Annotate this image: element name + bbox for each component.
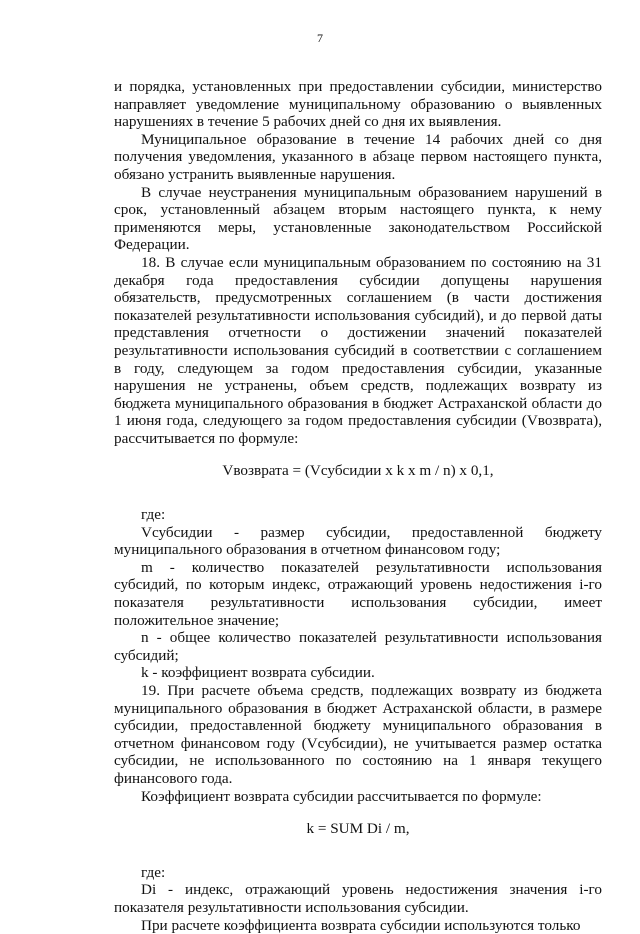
formula-refund-volume: Vвозврата = (Vсубсидии x k x m / n) x 0,1,	[222, 462, 494, 480]
definition-v-subsidy: Vсубсидии - размер субсидии, предоставленной бюджету муниципального образования в отчетном финансовом году;	[114, 523, 602, 559]
paragraph-last: При расчете коэффициента возврата субсидии используются только	[141, 916, 581, 934]
where-label-1: где:	[141, 506, 166, 524]
paragraph-measures: В случае неустранения муниципальным образованием нарушений в срок, установленный абзацем вторым настоящего пункта, к нему применяются меры, установленные законодательством Российской Федерации.	[114, 183, 602, 254]
document-body	[114, 78, 602, 934]
paragraph-18: 18. В случае если муниципальным образованием по состоянию на 31 декабря года предоставления субсидии допущены нарушения обязательств, предусмотренных соглашением (в части достижения показателей результативности использования субсидий), и до первой даты представления отчетности о достижении значений показателей результативности использования субсидий в соответствии с соглашением в году, следующем за годом предоставления субсидии, указанные нарушения не устранены, объем средств, подлежащих возврату из бюджета муниципального образования в бюджет Астраханской области до 1 июня года, следующего за годом предоставления субсидии (Vвозврата), рассчитывается по формуле:	[114, 253, 602, 447]
paragraph-notification: и порядка, установленных при предоставлении субсидии, министерство направляет уведомление муниципальному образованию о выявленных нарушениях в течение 5 рабочих дней со дня их выявления.	[114, 78, 602, 131]
definition-k: k - коэффициент возврата субсидии.	[141, 664, 375, 682]
definition-m: m - количество показателей результативности использования субсидий, по которым индекс, отражающий уровень недостижения i-го показателя результативности использования субсидии, имеет положительное значение;	[114, 558, 602, 629]
where-label-2: где:	[141, 863, 166, 881]
paragraph-elimination-deadline: Муниципальное образование в течение 14 рабочих дней со дня получения уведомления, указанного в абзаце первом настоящего пункта, обязано устранить выявленные нарушения.	[114, 130, 602, 183]
paragraph-coefficient-intro: Коэффициент возврата субсидии рассчитывается по формуле:	[141, 787, 542, 805]
definition-n: n - общее количество показателей результативности использования субсидий;	[114, 629, 602, 664]
page-number: 7	[317, 31, 323, 45]
paragraph-19: 19. При расчете объема средств, подлежащих возврату из бюджета муниципального образования в бюджет Астраханской области, в размере субсидии, предоставленной бюджету муниципального образования в отчетном финансовом году (Vсубсидии), не учитывается размер остатка субсидии, не использованного по состоянию на 1 января текущего финансового года.	[114, 682, 602, 787]
formula-coefficient: k = SUM Di / m,	[306, 820, 410, 838]
definition-di: Di - индекс, отражающий уровень недостижения значения i-го показателя результативности использования субсидии.	[114, 881, 602, 916]
